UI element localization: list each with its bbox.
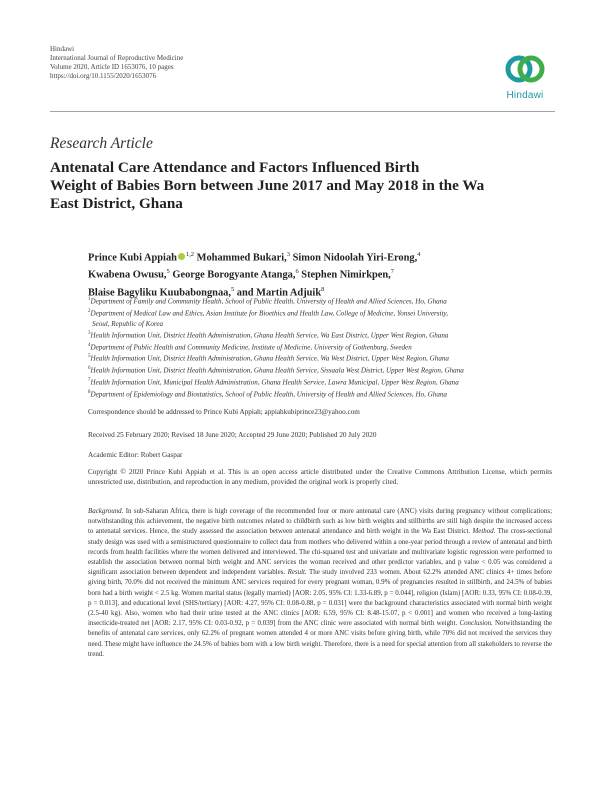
abstract [88, 506, 552, 659]
academic-editor: Academic Editor: Robert Gaspar [88, 451, 183, 459]
author-affil: 6 [295, 268, 299, 276]
author-affil: 7 [390, 268, 395, 276]
doi-link[interactable]: https://doi.org/10.1155/2020/1653076 [50, 72, 157, 80]
affiliation-text: Seoul, Republic of Korea [92, 319, 164, 328]
author-affil: 4 [417, 251, 421, 258]
affiliation-list [88, 295, 558, 400]
author-name[interactable]: and Martin Adjuik [236, 287, 322, 299]
affiliation-text: Department of Family and Community Health, School of Public Health, University of Health and Allied Sciences, Ho, Ghana [90, 297, 447, 306]
article-title [50, 159, 560, 213]
affiliation-item [88, 364, 558, 376]
affiliation-number: 2 [88, 308, 91, 314]
affiliation-item [88, 319, 558, 329]
abstract-conclusion: Notwithstanding the benefits of antenatal care services, only 62.2% of pregnant women attended 4 or more ANC visits before giving birth, while 70% did not received the services they need. These might have influence the 24.5% of babies born with a low birth weight. Therefore, there is a need for special attention from all stakeholders to reverse the trend. [88, 619, 553, 658]
affiliation-text: Health Information Unit, Municipal Health Administration, Ghana Health Service, Lawra Municipal, Upper West Region, Ghana [90, 378, 459, 387]
orcid-icon[interactable] [178, 253, 185, 260]
affiliation-number: 3 [88, 330, 91, 336]
header-divider [50, 111, 555, 112]
author-affil: 3 [286, 251, 290, 258]
affiliation-text: Department of Public Health and Community Medicine, Institute of Medicine, University of Gothenburg, Sweden [90, 343, 412, 352]
correspondence: Correspondence should be addressed to Prince Kubi Appiah; appiahkubiprince23@yahoo.com [88, 408, 360, 416]
author-name[interactable]: Stephen Nimirkpen, [301, 269, 391, 281]
affiliation-item [88, 376, 558, 388]
abstract-background-label: Background. [88, 507, 124, 515]
publisher-name: Hindawi [50, 45, 75, 53]
affiliation-number: 4 [88, 342, 91, 348]
affiliation-text: Health Information Unit, District Health Administration, Ghana Health Service, Sissaala West District, Upper West Region, Ghana [90, 366, 464, 375]
affiliation-number: 6 [88, 366, 91, 372]
author-name[interactable]: George Borogyante Atanga, [172, 269, 296, 281]
journal-meta [50, 45, 183, 81]
affiliation-number: 5 [88, 354, 91, 360]
author-line [88, 265, 558, 282]
affiliation-text: Department of Medical Law and Ethics, Asian Institute for Bioethics and Health Law, College of Medicine, Yonsei University, [90, 309, 448, 318]
title-line: East District, Ghana [50, 195, 183, 212]
author-name[interactable]: Kwabena Owusu, [88, 269, 167, 281]
affiliation-item [88, 352, 558, 364]
abstract-background: In sub-Saharan Africa, there is high coverage of the recommended four or more antenatal care (ANC) visits during pregnancy without complications; notwithstanding this achievement, the negative birth outcomes related to childbirth such as low birth weights and stillbirths are still high despite the increased access to antenatal services. Hence, the study assessed the association between antenatal attendance and birth weight in the Wa East District. [88, 507, 553, 536]
author-name[interactable]: Mohammed Bukari, [196, 252, 287, 264]
article-type: Research Article [50, 135, 153, 152]
journal-name: International Journal of Reproductive Medicine [50, 54, 184, 62]
affiliation-item [88, 341, 558, 353]
title-line: Antenatal Care Attendance and Factors Influenced Birth [50, 159, 420, 176]
title-line: Weight of Babies Born between June 2017 and May 2018 in the Wa [50, 177, 485, 194]
affiliation-item [88, 329, 558, 341]
author-affil: 8 [321, 285, 325, 293]
abstract-result-label: Result. [287, 568, 307, 577]
abstract-method-label: Method. [472, 527, 496, 536]
author-affil: 5 [230, 285, 235, 293]
affiliation-number: 8 [88, 389, 91, 395]
logo-wordmark: Hindawi [506, 90, 544, 101]
abstract-method: The cross-sectional study design was used with a semistructured questionnaire to collect data from mothers who delivered within a one-year period through a review of antenatal and birth records from health facilities where the women delivered and interviewed. The chi-squared test and univariate and multivariate logistic regression were performed to establish the association between normal birth weight and ANC services the woman received and other predictor variables, and p value < 0.05 was considered a significant association between dependent and independent variables. [88, 527, 553, 577]
affiliation-text: Health Information Unit, District Health Administration, Ghana Health Service, Wa West District, Upper West Region, Ghana [90, 354, 449, 363]
affiliation-text: Health Information Unit, District Health Administration, Ghana Health Service, Wa East District, Upper West Region, Ghana [90, 331, 449, 340]
affiliation-item [88, 295, 558, 307]
affiliation-text: Department of Epidemiology and Biostatistics, School of Public Health, University of Health and Allied Sciences, Ho, Ghana [90, 390, 447, 399]
author-name[interactable]: Prince Kubi Appiah [88, 252, 177, 264]
affiliation-item [88, 307, 558, 319]
affiliation-number: 1 [88, 297, 91, 302]
author-list [88, 248, 558, 300]
author-name[interactable]: Blaise Bagyliku Kuubabongnaa, [88, 287, 231, 299]
copyright-notice: Copyright © 2020 Prince Kubi Appiah et al. This is an open access article distributed under the Creative Commons Attribution License, which permits unrestricted use, distribution, and reproduction in any medium, provided the original work is properly cited. [88, 468, 552, 487]
affiliation-item [88, 388, 558, 400]
author-line [88, 248, 558, 265]
author-name[interactable]: Simon Nidoolah Yiri-Erong, [292, 252, 418, 264]
hindawi-logo-icon [504, 52, 546, 88]
abstract-result: The study involved 233 women. About 62.2% attended ANC clinics 4+ times before giving birth, 70.0% did not received the minimum ANC services required for every pregnant woman, 0.9% of pregnancies resulted in stillbirth, and 24.5% of babies born had a birth weight < 2.5 kg. Women marital status (legally married) [AOR: 2.05, 95% CI: 1.33-6.89, p = 0.044], religion (Islam) [AOR: 0.33, 95% CI: 0.08-0.39, p = 0.013], and educational level (SHS/tertiary) [AOR: 4.27, 95% CI: 0.08-0.88, p = 0.031] were the background characteristics associated with normal birth weight (2.5-40 kg). Also, women who had their urine tested at the ANC clinics [AOR: 6.59, 95% CI: 8.48-15.07, p < 0.001] and women who received a long-lasting insecticide-treated net [AOR: 2.17, 95% CI: 0.03-0.92, p = 0.039] from the ANC clinic were associated with normal birth weight. [88, 568, 552, 628]
affiliation-number: 7 [88, 378, 91, 383]
author-affil: 5 [166, 268, 170, 276]
author-affil: 1,2 [185, 251, 195, 258]
abstract-conclusion-label: Conclusion. [459, 619, 493, 628]
hindawi-logo [495, 52, 555, 101]
publication-dates: Received 25 February 2020; Revised 18 June 2020; Accepted 29 June 2020; Published 20 July 2020 [88, 431, 377, 439]
volume-info: Volume 2020, Article ID 1653076, 10 pages [50, 63, 174, 71]
